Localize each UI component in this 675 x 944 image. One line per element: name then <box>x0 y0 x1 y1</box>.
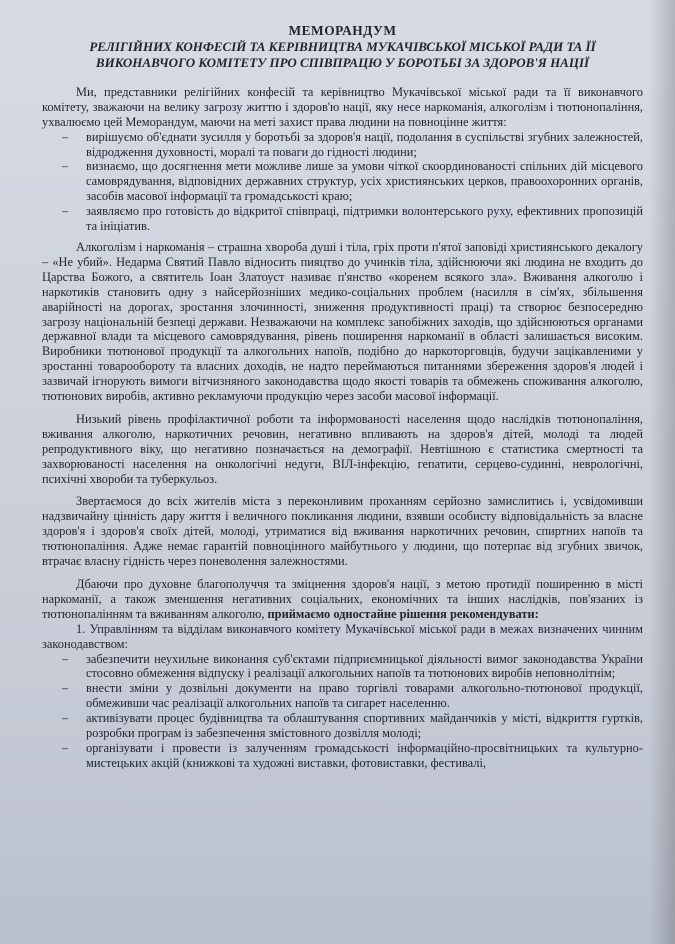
list-item: – визнаємо, що досягнення мети можливе лише за умови чіткої скоординованості спільних дій місцевого самоврядування, відповідних державних структур, усіх християнських церков, правоохоронних органів, засобів масової інформації та громадськості краю; <box>62 159 643 204</box>
paragraph-prevention: Низький рівень профілактичної роботи та інформованості населення щодо наслідків тютюнопаління, вживання алкоголю, наркотичних речовин, негативно впливають на здоров'я дітей, молоді та людей репродуктивного віку, що негативно позначається на демографії. Невтішною є статистика смертності та захворюваності населення на онкологічні недуги, ВІЛ-інфекцію, гепатити, серцево-судинні, неврологічні, психічні хвороби та туберкульоз. <box>42 411 643 486</box>
paragraph-appeal: Звертаємося до всіх жителів міста з переконливим проханням серйозно замислитись і, усвідомивши надзвичайну цінність дару життя і величного покликання людини, взявши особисту відповідальність за власне здоров'я і здоров'я своїх дітей, молоді, утриматися від вживання наркотичних речовин, спиртних напоїв та тютюнопаління. Адже немає гарантій повноцінного майбутнього у людини, що потерпає від згубних звичок, втрачає власну гідність через поневолення залежностями. <box>42 494 643 569</box>
document-title <box>42 24 643 71</box>
list-item: – вирішуємо об'єднати зусилля у боротьбі за здоров'я нації, подолання в суспільстві згубних залежностей, відродження духовності, моралі та поваги до гідності людини; <box>62 130 643 160</box>
resolution-decision: приймаємо одностайне рішення рекомендувати: <box>267 606 539 621</box>
paragraph-alcoholism: Алкоголізм і наркоманія – страшна хвороба душі і тіла, гріх проти п'ятої заповіді християнського декалогу – «Не убий». Недарма Святий Павло відносить пияцтво до учинків тіла, здійснюючи які людина не входить до Царства Божого, а святитель Іоан Златоуст називає п'янство «коренем всякого зла». Вживання алкоголю і наркотиків становить одну з найсерйозніших медико-соціальних проблем (насилля в сім'ях, збільшення аварійності на дорогах, зростання злочинності, зниження продуктивності праці) та створює безпосередню загрозу національній безпеці держави. Незважаючи на комплекс запобіжних заходів, що здійснюються органами державної влади та місцевого самоврядування, рівень поширення наркоманії в області залишається високим. Виробники тютюнової продукції та алкогольних напоїв, подібно до наркоторговців, будучи зацікавленими у зростанні товарообороту та власних доходів, не надто переймаються питаннями збереження здоров'я людей і зазвичай ігнорують вимоги вітчизняного законодавства щодо якості товарів та обмежень споживання алкоголю, тютюнових виробів, активно рекламуючи продукцію через засоби масової інформації. <box>42 239 643 404</box>
list-item: – забезпечити неухильне виконання суб'єктами підприємницької діяльності вимог законодавства України стосовно обмеження відпуску і реалізації алкогольних напоїв та тютюнових виробів неповнолітнім; <box>62 652 643 682</box>
title-line-3: ВИКОНАВЧОГО КОМІТЕТУ ПРО СПІВПРАЦЮ У БОРОТЬБІ ЗА ЗДОРОВ'Я НАЦІЇ <box>95 54 590 70</box>
list-item: – організувати і провести із залученням громадськості інформаційно-просвітницьких та культурно-мистецьких акцій (книжкові та художні виставки, фотовиставки, фестивалі, <box>62 741 643 771</box>
list-item: – внести зміни у дозвільні документи на право торгівлі товарами алкогольно-тютюнової продукції, обмеживши час реалізації алкогольних напоїв та сигарет населенню. <box>62 681 643 711</box>
page-edge-shadow <box>649 0 675 944</box>
intro-paragraph: Ми, представники релігійних конфесій та керівництво Мукачівської міської ради та її виконавчого комітету, зважаючи на велику загрозу життю і здоров'ю нації, яку несе наркоманія, алкоголізм і тютюнопаління, ухвалюємо цей Меморандум, маючи на меті захист права людини на повноцінне життя: <box>42 84 643 129</box>
item-1-list <box>42 652 643 771</box>
intro-list <box>42 130 643 234</box>
list-item: – активізувати процес будівництва та облаштування спортивних майданчиків у місті, відкриття гуртків, розробки програм із забезпечення змістовного дозвілля молоді; <box>62 711 643 741</box>
item-1-intro: 1. Управлінням та відділам виконавчого комітету Мукачівської міської ради в межах визначених чинним законодавством: <box>42 621 643 651</box>
resolution-text: Дбаючи про духовне благополуччя та зміцнення здоров'я нації, з метою протидії поширенню в місті наркоманії, а також зменшення негативних соціальних, економічних та інших наслідків, пов'язаних із тютюнопалінням та вживанням алкоголю, <box>42 577 643 621</box>
list-item: – заявляємо про готовість до відкритої співпраці, підтримки волонтерського руху, ефективних пропозицій та ініціатив. <box>62 204 643 234</box>
paragraph-resolution <box>42 577 643 622</box>
title-line-1: МЕМОРАНДУМ <box>288 23 397 38</box>
title-line-2: РЕЛІГІЙНИХ КОНФЕСІЙ ТА КЕРІВНИЦТВА МУКАЧІВСЬКОЇ МІСЬКОЇ РАДИ ТА ЇЇ <box>89 38 596 54</box>
